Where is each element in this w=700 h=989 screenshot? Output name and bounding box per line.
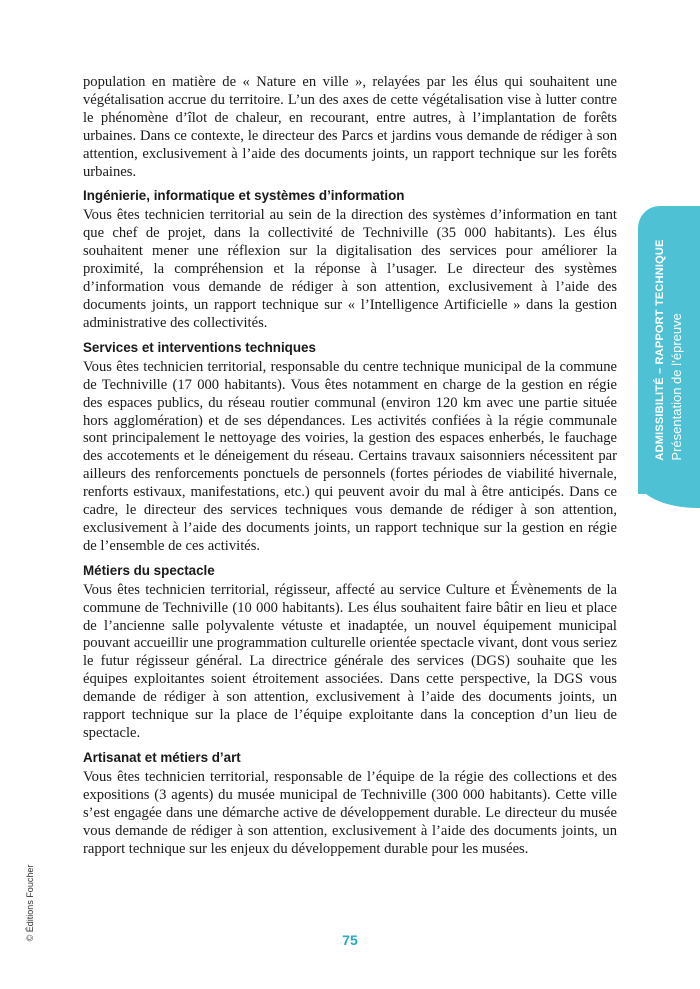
copyright-notice: © Éditions Foucher [25,864,35,942]
section-heading-services: Services et interventions techniques [83,339,316,355]
page-number: 75 [342,932,358,948]
intro-paragraph: population en matière de « Nature en ville », relayées par les élus qui souhaitent une végétalisation accrue du territoire. L’un des axes de cette végétalisation vise à lutter contre le phénomène d’îlot de chaleur, en recourant, entre autres, à l’implantation de forêts urbaines. Dans ce contexte, le directeur des Parcs et jardins vous demande de rédiger à son attention, exclusivement à l’aide des documents joints, un rapport technique sur les forêts urbaines. [83,74,617,180]
section-body-ingenierie: Vous êtes technicien territorial au sein de la direction des systèmes d’information en tant que chef de projet, dans la collectivité de Techniville (35 000 habitants). Les élus souhaitent mener une réflexion sur la digitalisation des services pour améliorer la proximité, la compréhension et la réponse à l’usager. Le directeur des systèmes d’information vous demande de rédiger à son attention, exclusivement à l’aide des documents joints, un rapport technique sur « l’Intelligence Artificielle » dans la gestion administrative des collectivités. [83,207,617,331]
section-body-services: Vous êtes technicien territorial, responsable du centre technique municipal de la commune de Techniville (17 000 habitants). Vous êtes notamment en charge de la gestion en régie des espaces publics, du réseau routier communal (environ 120 km avec une partie située hors agglomération) et de ses dépendances. Les activités confiées à la régie communale sont principalement le nettoyage des voiries, la gestion des espaces enherbés, le fauchage des accotements et le déneigement du réseau. Certains travaux saisonniers nécessitent par ailleurs des renforcements ponctuels de personnels (fortes périodes de viabilité hivernale, renforts estivaux, manifestations, etc.) qui peuvent avoir du mal à être anticipés. Dans ce cadre, le directeur des services techniques vous demande de rédiger à son attention, exclusivement à l’aide des documents joints, un rapport technique sur la gestion en régie de l’ensemble de ces activités. [83,358,617,554]
chapter-side-tab [638,206,700,494]
section-body-spectacle: Vous êtes technicien territorial, régisseur, affecté au service Culture et Évènements de la commune de Techniville (10 000 habitants). Les élus souhaitent faire bâtir en lieu et place de l’ancienne salle polyvalente vétuste et inadaptée, un nouvel équipement municipal pouvant accueillir une programmation culturelle orientée spectacle vivant, dont vous seriez le futur régisseur général. La directrice générale des services (DGS) souhaite que les équipes exploitantes soient étroitement associées. Dans cette perspective, la DGS vous demande de rédiger à son attention, exclusivement à l’aide des documents joints, un rapport technique sur la place de l’équipe exploitante dans la conception d’un lieu de spectacle. [83,581,617,741]
section-body-artisanat: Vous êtes technicien territorial, responsable de l’équipe de la régie des collections et des expositions (3 agents) du musée municipal de Techniville (300 000 habitants). Cette ville s’est engagée dans une démarche active de développement durable. Le directeur du musée vous demande de rédiger à son attention, exclusivement à l’aide des documents joints, un rapport technique sur les enjeux du développement durable pour les musées. [83,768,617,857]
chapter-side-tab-text [653,239,685,460]
section-heading-artisanat: Artisanat et métiers d’art [83,749,241,765]
chapter-title: ADMISSIBILITÉ – RAPPORT TECHNIQUE [654,239,666,461]
document-body [83,74,617,858]
section-heading-ingenierie: Ingénierie, informatique et systèmes d’information [83,188,405,204]
section-heading-spectacle: Métiers du spectacle [83,562,215,578]
chapter-subtitle: Présentation de l’épreuve [669,313,684,461]
